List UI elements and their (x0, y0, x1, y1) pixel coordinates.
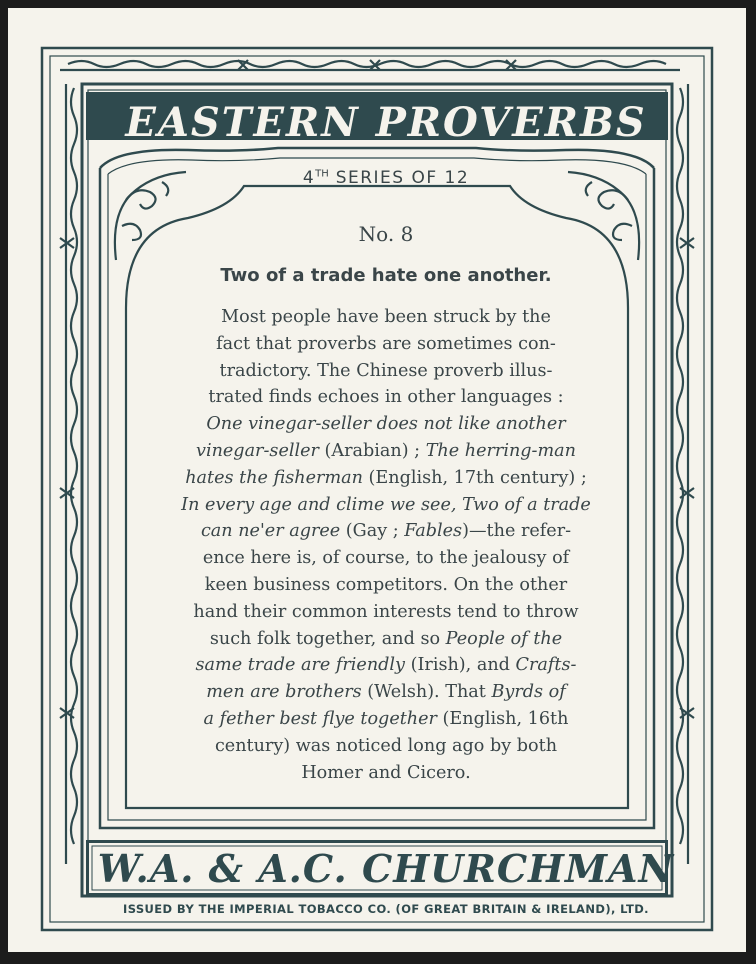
body-line (132, 331, 640, 358)
proverb-heading: Two of a trade hate one another. (220, 265, 552, 286)
text-segment: (Welsh). That (361, 682, 492, 703)
card-number: No. 8 (358, 222, 414, 246)
body-line (132, 358, 640, 385)
text-segment: tradictory. The Chinese proverb illus- (219, 360, 553, 381)
scroll-flourish-right-icon (558, 160, 648, 270)
italic-segment: hates the fisherman (185, 467, 363, 488)
body-line (132, 760, 640, 787)
card-title: EASTERN PROVERBS (125, 98, 647, 146)
italic-segment: can ne'er agree (200, 521, 341, 542)
text-segment: keen business competitors. On the other (204, 574, 568, 595)
text-segment: (Arabian) ; (318, 440, 426, 461)
cigarette-card-back (8, 8, 746, 952)
text-segment: (Irish), and (405, 655, 516, 676)
italic-segment: The herring-man (425, 440, 576, 461)
body-line (132, 438, 640, 465)
body-line (132, 599, 640, 626)
body-line (132, 572, 640, 599)
body-line (132, 465, 640, 492)
text-segment: hand their common interests tend to throw (193, 601, 579, 622)
body-line (132, 626, 640, 653)
text-segment: )—the refer- (462, 521, 572, 542)
italic-segment: a fether best flye together (203, 708, 437, 729)
text-segment: century) was noticed long ago by both (214, 735, 558, 756)
body-line (132, 492, 640, 519)
italic-segment: Byrds of (491, 682, 566, 703)
italic-segment: In every age and clime we see, Two of a trade (181, 494, 591, 515)
italic-segment: men are brothers (206, 682, 362, 703)
text-segment: (Gay ; (340, 521, 405, 542)
body-line (132, 733, 640, 760)
body-line (132, 304, 640, 331)
text-segment: fact that proverbs are sometimes con- (216, 333, 556, 354)
body-line (132, 518, 640, 545)
text-segment: Most people have been struck by the (221, 307, 551, 327)
proverb-description (132, 304, 640, 786)
body-line (132, 652, 640, 679)
text-segment: trated finds echoes in other languages : (208, 387, 564, 408)
text-segment: ence here is, of course, to the jealousy of (202, 548, 570, 569)
scroll-flourish-left-icon (106, 160, 196, 270)
issuer-line: ISSUED BY THE IMPERIAL TOBACCO CO. (OF GREAT BRITAIN & IRELAND), LTD. (123, 902, 649, 916)
italic-segment: Crafts- (515, 655, 577, 676)
body-line (132, 411, 640, 438)
body-line (132, 679, 640, 706)
body-line (132, 384, 640, 411)
body-line (132, 706, 640, 733)
body-line (132, 545, 640, 572)
text-segment: Homer and Cicero. (301, 762, 471, 783)
italic-segment: same trade are friendly (195, 655, 405, 676)
italic-segment: One vinegar-seller does not like another (206, 414, 566, 435)
italic-segment: vinegar-seller (196, 440, 319, 461)
italic-segment: People of the (445, 628, 563, 649)
italic-segment: Fables (404, 521, 463, 542)
manufacturer-name: W.A. & A.C. CHURCHMAN (97, 845, 675, 891)
text-segment: (English, 16th (436, 708, 569, 729)
text-segment: such folk together, and so (209, 628, 446, 649)
text-segment: (English, 17th century) ; (362, 467, 587, 488)
series-label: 4TH SERIES OF 12 (302, 168, 470, 188)
